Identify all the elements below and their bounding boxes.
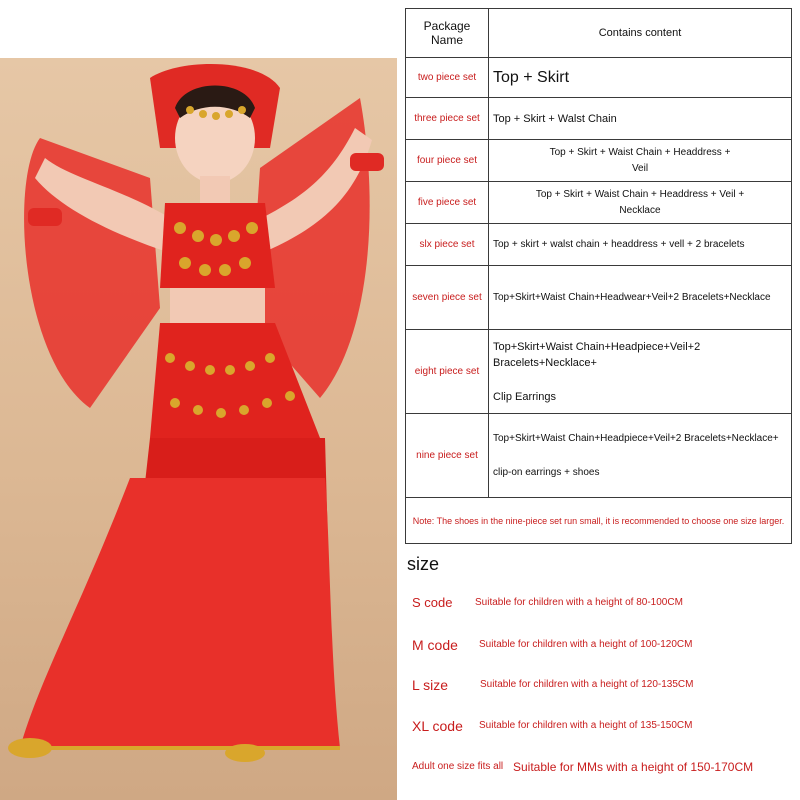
package-content-cell: Top + Skirt + Walst Chain — [489, 98, 792, 140]
size-desc: Suitable for children with a height of 100-120CM — [479, 639, 693, 650]
package-name-cell: two piece set — [406, 58, 489, 98]
girl-costume-illustration — [0, 58, 397, 800]
package-name-cell: four piece set — [406, 140, 489, 182]
package-table — [405, 8, 792, 544]
size-row — [405, 752, 792, 782]
header-contains-content: Contains content — [489, 9, 792, 58]
table-row — [406, 330, 792, 414]
table-row — [406, 414, 792, 498]
table-row — [406, 266, 792, 330]
size-panel — [405, 540, 792, 795]
content-line: Top + Skirt + Waist Chain + Headdress + Veil + — [535, 188, 745, 200]
table-row — [406, 182, 792, 224]
size-label: S code — [412, 595, 453, 610]
content-line: Veil — [631, 162, 649, 174]
content-line: Clip Earrings — [493, 390, 556, 403]
content-line: Necklace — [619, 204, 661, 216]
content-line: clip-on earrings + shoes — [493, 466, 600, 478]
content-line: Top + Skirt + Waist Chain + Headdress + — [549, 146, 731, 158]
package-content-cell — [489, 140, 792, 182]
size-title: size — [407, 554, 440, 574]
table-header-row — [406, 9, 792, 58]
package-name-cell: eight piece set — [406, 330, 489, 414]
table-row — [406, 224, 792, 266]
size-label: XL code — [412, 718, 463, 734]
table-row — [406, 98, 792, 140]
package-content-cell — [489, 330, 792, 414]
table-row — [406, 140, 792, 182]
size-desc: Suitable for children with a height of 120-135CM — [480, 679, 694, 690]
package-content-cell — [489, 182, 792, 224]
note-row — [406, 498, 792, 544]
table-row — [406, 58, 792, 98]
package-name-cell: five piece set — [406, 182, 489, 224]
size-row — [405, 630, 792, 660]
note-text: Note: The shoes in the nine-piece set run small, it is recommended to choose one size larger. — [406, 498, 792, 544]
size-label: M code — [412, 637, 458, 653]
content-line: Top+Skirt+Waist Chain+Headpiece+Veil+2 Bracelets+Necklace+ — [493, 340, 701, 369]
package-name-cell: seven piece set — [406, 266, 489, 330]
size-label: Adult one size fits all — [412, 761, 504, 772]
package-content-cell — [489, 414, 792, 498]
package-content-cell: Top + skirt + walst chain + headdress + vell + 2 bracelets — [489, 224, 792, 266]
size-row — [405, 711, 792, 741]
size-row — [405, 588, 792, 618]
package-content-cell: Top+Skirt+Waist Chain+Headwear+Veil+2 Bracelets+Necklace — [489, 266, 792, 330]
package-name-cell: three piece set — [406, 98, 489, 140]
size-desc: Suitable for children with a height of 135-150CM — [479, 720, 693, 731]
size-row — [405, 670, 792, 700]
package-name-cell: nine piece set — [406, 414, 489, 498]
product-photo — [0, 58, 397, 800]
content-line: Top+Skirt+Waist Chain+Headpiece+Veil+2 Bracelets+Necklace+ — [493, 432, 779, 444]
size-desc: Suitable for MMs with a height of 150-170CM — [513, 760, 754, 774]
size-desc: Suitable for children with a height of 80-100CM — [475, 597, 683, 608]
header-package-name: Package Name — [406, 9, 489, 58]
size-label: L size — [412, 677, 449, 693]
package-content-cell: Top + Skirt — [489, 58, 792, 98]
package-name-cell: slx piece set — [406, 224, 489, 266]
